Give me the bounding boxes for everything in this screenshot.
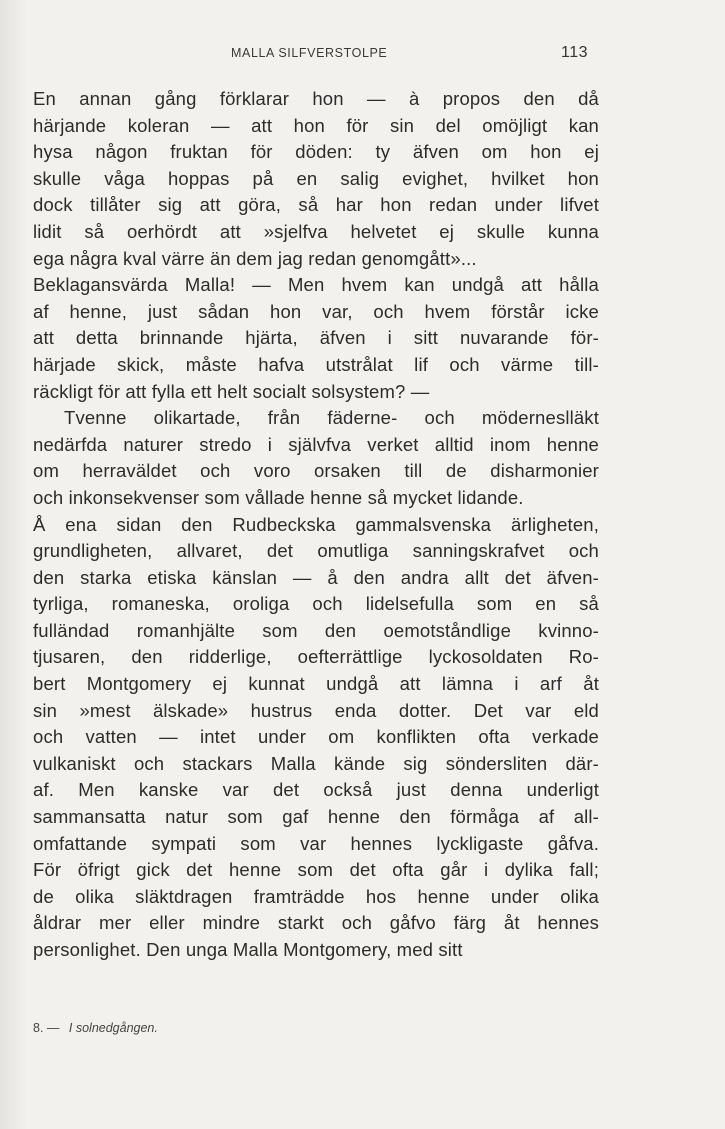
text-line: hysa någon fruktan för döden: ty äfven om hon ej	[33, 141, 599, 163]
text-line: af henne, just sådan hon var, och hvem förstår icke	[33, 300, 599, 322]
book-title: I solnedgången.	[68, 1021, 158, 1035]
text-line: En annan gång förklarar hon — à propos den då	[33, 88, 599, 109]
text-line: tjusaren, den ridderlige, oefterrättlige lyckosoldaten Ro-	[33, 646, 599, 668]
text-line: sammansatta natur som gaf henne den förmåga af all-	[33, 806, 599, 828]
text-line: skulle våga hoppas på en salig evighet, hvilket hon	[33, 167, 599, 189]
text-line: härjande koleran — att hon för sin del omöjligt kan	[33, 114, 599, 136]
text-line: vulkaniskt och stackars Malla kände sig söndersliten där-	[33, 752, 599, 774]
text-line: nedärfda naturer stredo i självfva verket alltid inom henne	[33, 433, 599, 455]
text-line: och vatten — intet under om konflikten ofta verkade	[33, 726, 599, 748]
text-line: lidit så oerhördt att »sjelfva helvetet ej skulle kunna	[33, 220, 599, 242]
text-line: härjade skick, måste hafva utstrålat lif och värme till-	[33, 353, 599, 375]
page-number: 113	[561, 44, 589, 61]
text-line: bert Montgomery ej kunnat undgå att lämna i arf åt	[33, 673, 599, 695]
text-line: Å ena sidan den Rudbeckska gammalsvenska ärligheten,	[33, 513, 599, 535]
text-line: den starka etiska känslan — å den andra allt det äfven-	[33, 566, 599, 588]
text-line: de olika släktdragen framträdde hos henne under olika	[33, 885, 599, 907]
text-line: räckligt för att fylla ett helt socialt solsystem? —	[33, 380, 430, 402]
text-line: personlighet. Den unga Malla Montgomery, med sitt	[33, 939, 463, 960]
text-line: om herraväldet och voro orsaken till de disharmonier	[33, 460, 599, 482]
text-line: och inkonsekvenser som vållade henne så mycket lidande.	[33, 486, 524, 508]
text-line: åldrar mer eller mindre starkt och gåfvo färg åt hennes	[33, 912, 599, 934]
signature-mark: 8. —	[33, 1021, 60, 1035]
text-line: grundligheten, allvaret, det omutliga sanningskrafvet och	[33, 540, 599, 562]
page-footer	[33, 1021, 158, 1035]
text-line: fulländad romanhjälte som den oemotståndlige kvinno-	[33, 619, 599, 641]
text-line: sin »mest älskade» hustrus enda dotter. Det var eld	[33, 699, 599, 721]
text-line: af. Men kanske var det också just denna underligt	[33, 779, 599, 801]
text-line: Beklagansvärda Malla! — Men hvem kan undgå att hålla	[33, 274, 599, 296]
page-header	[0, 44, 725, 68]
body-text	[33, 86, 599, 964]
text-line: dock tillåter sig att göra, så har hon redan under lifvet	[33, 194, 599, 216]
text-line: tyrliga, romaneska, oroliga och lidelsefulla som en så	[33, 593, 599, 615]
text-line: att detta brinnande hjärta, äfven i sitt nuvarande för-	[33, 327, 599, 349]
text-line: ega några kval värre än dem jag redan genomgått»...	[33, 247, 477, 269]
text-line: omfattande sympati som var hennes lyckligaste gåfva.	[33, 832, 599, 854]
text-line: För öfrigt gick det henne som det ofta går i dylika fall;	[33, 859, 599, 881]
text-line: Tvenne olikartade, från fäderne- och möderneslläkt	[64, 407, 599, 429]
running-head: MALLA SILFVERSTOLPE	[231, 46, 388, 60]
